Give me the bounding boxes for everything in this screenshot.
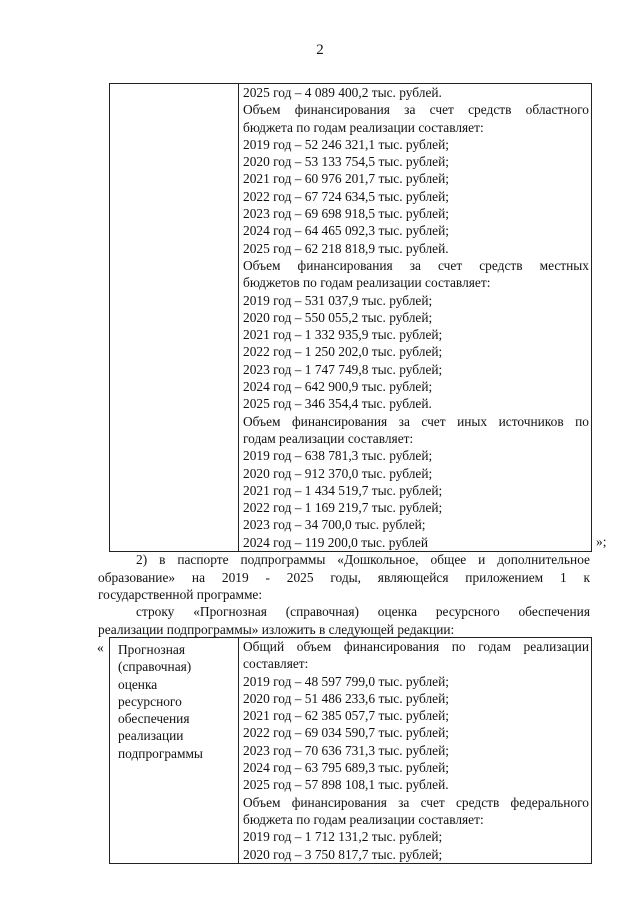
subprogram-funding-table	[109, 637, 592, 864]
text-line: 2025 год – 57 898 108,1 тыс. рублей.	[243, 777, 449, 793]
text-line: Прогнозная	[118, 642, 185, 657]
text-line: 2025 год – 4 089 400,2 тыс. рублей.	[243, 85, 442, 100]
text-line: 2022 год – 67 724 634,5 тыс. рублей;	[243, 188, 449, 204]
paragraph-line: строку «Прогнозная (справочная) оценка ресурсного обеспечения	[136, 604, 590, 619]
text-line: 2021 год – 1 332 935,9 тыс. рублей;	[243, 327, 443, 343]
closing-quote-mark: »;	[596, 534, 607, 549]
text-line: 2020 год – 3 750 817,7 тыс. рублей;	[243, 846, 443, 862]
text-line: Объем финансирования за счет средств федерального	[243, 794, 589, 810]
text-line: 2019 год – 638 781,3 тыс. рублей;	[243, 448, 433, 464]
text-line: 2024 год – 64 465 092,3 тыс. рублей;	[243, 223, 449, 239]
text-line: 2020 год – 51 486 233,6 тыс. рублей;	[243, 690, 449, 706]
text-line: 2022 год – 69 034 590,7 тыс. рублей;	[243, 725, 449, 741]
text-line: бюджетов по годам реализации составляет:	[243, 275, 491, 291]
text-line: 2022 год – 1 250 202,0 тыс. рублей;	[243, 344, 443, 360]
text-line: 2020 год – 550 055,2 тыс. рублей;	[243, 309, 433, 325]
text-line: Объем финансирования за счет средств областного	[243, 102, 589, 118]
table-row-heading-cell	[110, 638, 239, 863]
text-line: 2019 год – 52 246 321,1 тыс. рублей;	[243, 136, 449, 152]
amendment-paragraph-2	[98, 551, 590, 604]
table-right-cell	[239, 638, 591, 863]
paragraph-line: образование» на 2019 - 2025 годы, являющейся приложением 1 к	[98, 569, 590, 585]
text-line: 2023 год – 69 698 918,5 тыс. рублей;	[243, 206, 449, 222]
text-line: 2024 год – 642 900,9 тыс. рублей;	[243, 379, 433, 395]
text-line: (справочная)	[118, 659, 192, 675]
text-line: годам реализации составляет:	[243, 430, 414, 446]
text-line: подпрограммы	[118, 745, 203, 761]
text-line: реализации	[118, 728, 184, 744]
text-line: 2024 год – 63 795 689,3 тыс. рублей;	[243, 760, 449, 776]
table-left-cell	[110, 84, 239, 551]
amendment-instruction-paragraph	[98, 603, 590, 638]
text-line: 2023 год – 34 700,0 тыс. рублей;	[243, 517, 426, 533]
paragraph-line: реализации подпрограммы» изложить в следующей редакции:	[98, 621, 455, 637]
text-line: оценка	[118, 676, 158, 692]
text-line: ресурсного	[118, 693, 182, 709]
text-line: 2019 год – 531 037,9 тыс. рублей;	[243, 292, 433, 308]
text-line: бюджета по годам реализации составляет:	[243, 119, 484, 135]
text-line: 2022 год – 1 169 219,7 тыс. рублей;	[243, 500, 443, 516]
text-line: 2025 год – 346 354,4 тыс. рублей.	[243, 396, 432, 412]
text-line: 2024 год – 119 200,0 тыс. рублей	[243, 534, 429, 550]
text-line: 2023 год – 1 747 749,8 тыс. рублей;	[243, 361, 443, 377]
text-line: 2021 год – 62 385 057,7 тыс. рублей;	[243, 708, 449, 724]
text-line: 2021 год – 60 976 201,7 тыс. рублей;	[243, 171, 449, 187]
text-line: составляет:	[243, 656, 309, 672]
text-line: Общий объем финансирования по годам реализации	[243, 639, 589, 654]
text-line: Объем финансирования за счет средств местных	[243, 257, 589, 273]
text-line: Объем финансирования за счет иных источников по	[243, 413, 589, 429]
text-line: 2023 год – 70 636 731,3 тыс. рублей;	[243, 742, 449, 758]
paragraph-line: 2) в паспорте подпрограммы «Дошкольное, общее и дополнительное	[136, 552, 590, 567]
text-line: 2019 год – 1 712 131,2 тыс. рублей;	[243, 829, 443, 845]
table-right-cell	[239, 84, 591, 551]
paragraph-line: государственной программе:	[98, 587, 263, 602]
text-line: 2020 год – 53 133 754,5 тыс. рублей;	[243, 154, 449, 170]
opening-quote-mark: «	[97, 640, 104, 655]
text-line: 2021 год – 1 434 519,7 тыс. рублей;	[243, 482, 443, 498]
text-line: 2020 год – 912 370,0 тыс. рублей;	[243, 465, 433, 481]
text-line: 2025 год – 62 218 818,9 тыс. рублей.	[243, 240, 449, 256]
text-line: 2019 год – 48 597 799,0 тыс. рублей;	[243, 673, 449, 689]
funding-table-continued	[109, 83, 592, 552]
page-number: 2	[316, 42, 324, 58]
text-line: обеспечения	[118, 711, 190, 727]
text-line: бюджета по годам реализации составляет:	[243, 811, 484, 827]
